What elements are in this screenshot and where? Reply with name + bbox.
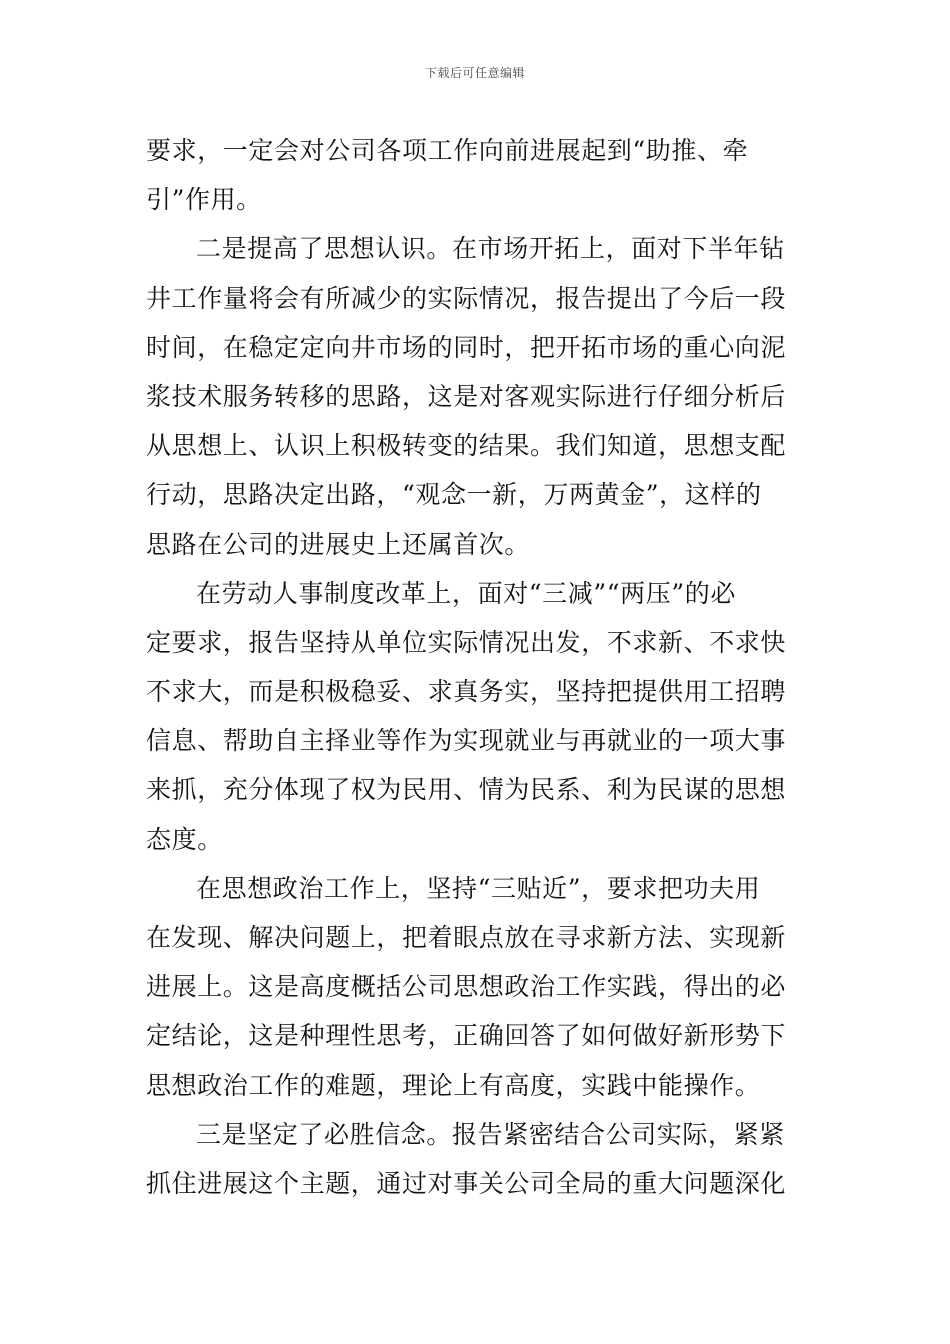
text-line: 态度。 xyxy=(146,824,223,854)
paragraph-start-line: 三是坚定了必胜信念。报告紧密结合公司实际，紧紧 xyxy=(196,1119,785,1149)
paragraph-start-line: 二是提高了思想认识。在市场开拓上，面对下半年钻 xyxy=(196,234,785,264)
text-line: 不求大，而是积极稳妥、求真务实，坚持把提供用工招聘 xyxy=(146,677,787,707)
text-line: 抓住进展这个主题，通过对事关公司全局的重大问题深化 xyxy=(146,1168,787,1198)
text-line: 行动，思路决定出路，“观念一新，万两黄金”，这样的 xyxy=(146,480,762,510)
text-line: 井工作量将会有所减少的实际情况，报告提出了今后一段 xyxy=(146,283,787,313)
text-line: 引”作用。 xyxy=(146,185,262,215)
text-line: 思想政治工作的难题，理论上有高度，实践中能操作。 xyxy=(146,1070,761,1100)
text-line: 定要求，报告坚持从单位实际情况出发，不求新、不求快 xyxy=(146,627,787,657)
page-header: 下载后可任意编辑 xyxy=(424,66,525,80)
paragraph-start-line: 在劳动人事制度改革上，面对“三减”“两压”的必 xyxy=(196,578,736,608)
paragraph-start-line: 在思想政治工作上，坚持“三贴近”，要求把功夫用 xyxy=(196,873,761,903)
text-line: 从思想上、认识上积极转变的结果。我们知道，思想支配 xyxy=(146,431,787,461)
text-line: 时间，在稳定定向井市场的同时，把开拓市场的重心向泥 xyxy=(146,332,787,362)
text-line: 定结论，这是种理性思考，正确回答了如何做好新形势下 xyxy=(146,1021,787,1051)
text-line: 进展上。这是高度概括公司思想政治工作实践，得出的必 xyxy=(146,972,787,1002)
text-line: 要求，一定会对公司各项工作向前进展起到“助推、牵 xyxy=(146,136,749,165)
text-line: 浆技术服务转移的思路，这是对客观实际进行仔细分析后 xyxy=(146,381,787,411)
text-line: 来抓，充分体现了权为民用、情为民系、利为民谋的思想 xyxy=(146,775,787,805)
text-line: 在发现、解决问题上，把着眼点放在寻求新方法、实现新 xyxy=(146,923,787,952)
text-line: 思路在公司的进展史上还属首次。 xyxy=(146,529,531,559)
text-line: 信息、帮助自主择业等作为实现就业与再就业的一项大事 xyxy=(146,726,787,756)
body-text xyxy=(146,126,810,1208)
